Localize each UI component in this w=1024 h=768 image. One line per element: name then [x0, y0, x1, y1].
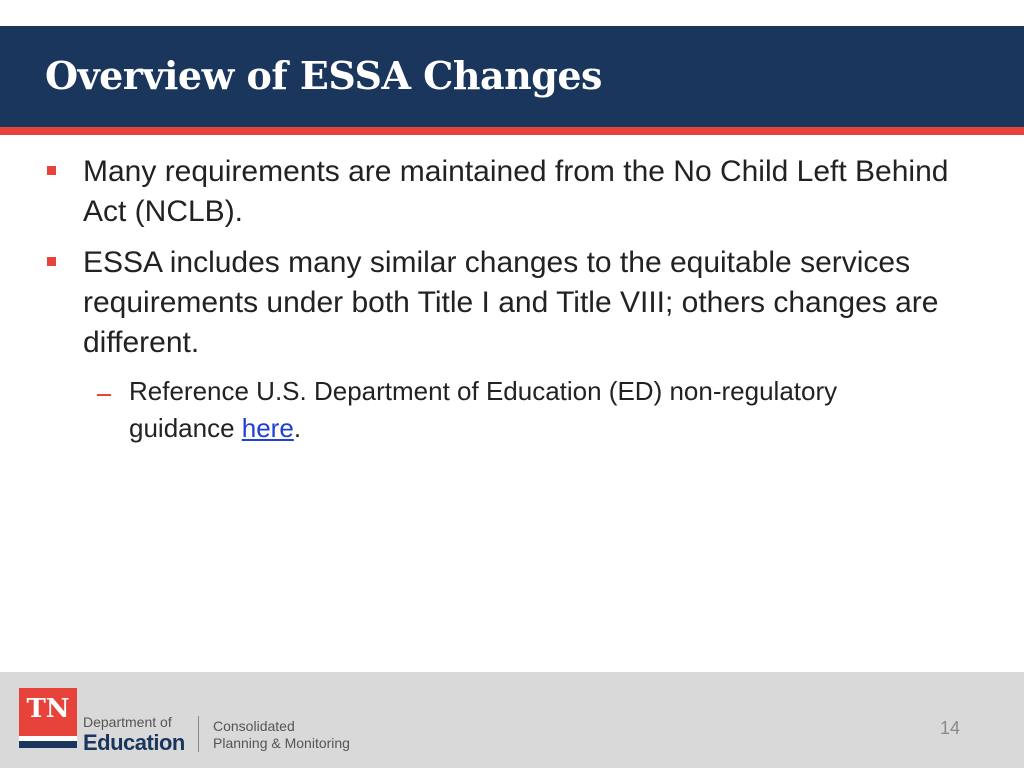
office-line-2: Planning & Monitoring: [213, 735, 350, 751]
slide-title: Overview of ESSA Changes: [45, 53, 602, 98]
page-number: 14: [939, 718, 961, 738]
slide-footer: [0, 672, 1024, 768]
square-bullet-icon: [47, 166, 56, 175]
tn-logo-mark: TN: [26, 694, 70, 724]
guidance-link[interactable]: here: [241, 413, 294, 443]
sub-bullet-item: [129, 373, 929, 447]
dash-bullet-icon: [97, 394, 111, 396]
title-divider: [0, 127, 1024, 135]
square-bullet-icon: [47, 257, 56, 266]
sub-bullet-text: Reference U.S. Department of Education (ED) non-regulatory guidance: [129, 376, 838, 443]
logo-department-label: Department of: [83, 714, 172, 730]
office-line-1: Consolidated: [213, 718, 295, 734]
sub-bullet-period: .: [293, 413, 302, 443]
tn-logo-icon: [19, 688, 77, 748]
logo-education-label: Education: [83, 730, 185, 755]
logo-divider: [198, 716, 199, 752]
bullet-item: ESSA includes many similar changes to the equitable services requirements under both Title I and Title VIII; others changes are different.: [83, 246, 939, 359]
bullet-item: Many requirements are maintained from the No Child Left Behind Act (NCLB).: [83, 155, 949, 228]
tn-logo-stripe-blue: [19, 741, 77, 748]
office-name: [213, 718, 350, 752]
